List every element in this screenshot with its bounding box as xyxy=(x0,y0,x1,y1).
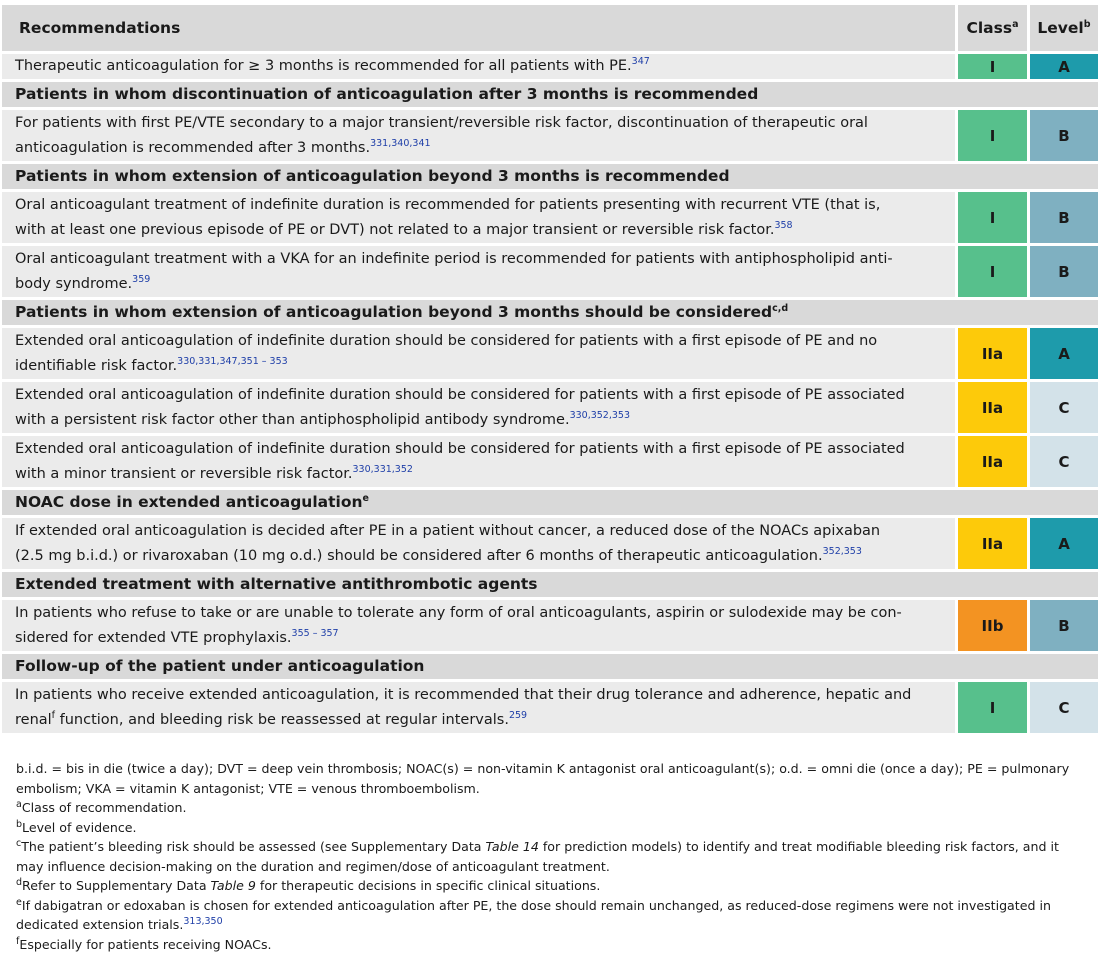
reference: 330,352,353 xyxy=(569,409,630,421)
recommendation-text: Oral anticoagulant treatment of indefinite duration is recommended for patients presenting with recurrent VTE (that is, with at least one previous episode of PE or DVT) not related to a major transient or reversible risk factor.$^{358}$ xyxy=(2,192,955,243)
level-cell: A xyxy=(1027,518,1098,569)
table-row xyxy=(2,328,1098,379)
level-cell: C xyxy=(1027,382,1098,433)
recommendation-text: In patients who refuse to take or are unable to tolerate any form of oral anticoagulants, aspirin or sulodexide may be con- sidered for extended VTE prophylaxis.$^{355 - 357}$ xyxy=(2,600,955,651)
table-row xyxy=(2,518,1098,569)
reference: 359 xyxy=(132,273,151,285)
footnote-a: $^a$Class of recommendation. xyxy=(16,798,187,815)
recommendation-text: Extended oral anticoagulation of indefinite duration should be considered for patients with a first episode of PE associated with a minor transient or reversible risk factor.$^{330,331,352}$ xyxy=(2,436,955,487)
header-class: Class$^a$ xyxy=(955,5,1027,51)
table-row xyxy=(2,192,1098,243)
reference: 347 xyxy=(631,56,650,68)
level-cell: B xyxy=(1027,110,1098,161)
table-row xyxy=(2,54,1098,79)
reference: 330,331,347,351 – 353 xyxy=(177,355,288,367)
recommendations-table xyxy=(2,2,1098,736)
level-cell: B xyxy=(1027,192,1098,243)
class-cell: I xyxy=(955,246,1027,297)
table-row xyxy=(2,110,1098,161)
table-row xyxy=(2,246,1098,297)
level-cell: C xyxy=(1027,682,1098,733)
footnote-d: $^d$Refer to Supplementary Data Table 9 for therapeutic decisions in specific clinical situations. xyxy=(16,876,601,893)
class-cell: IIa xyxy=(955,328,1027,379)
header-row xyxy=(2,5,1098,51)
recommendation-text: In patients who receive extended anticoagulation, it is recommended that their drug tolerance and adherence, hepatic and renal$^f$ function, and bleeding risk be reassessed at regular intervals.$^{259}$ xyxy=(2,682,955,733)
class-cell: I xyxy=(955,54,1027,79)
table-row xyxy=(2,436,1098,487)
level-cell: A xyxy=(1027,54,1098,79)
recommendation-text: For patients with first PE/VTE secondary to a major transient/reversible risk factor, discontinuation of therapeutic oral anticoagulation is recommended after 3 months.$^{331,340,341}$ xyxy=(2,110,955,161)
reference: 330,331,352 xyxy=(352,463,413,475)
header-recommendations: Recommendations xyxy=(2,5,955,51)
footnotes xyxy=(16,759,1086,954)
level-cell: A xyxy=(1027,328,1098,379)
section-header: Follow-up of the patient under anticoagulation xyxy=(2,654,1098,679)
section-header: Patients in whom extension of anticoagulation beyond 3 months should be considered$^{c,d}$ xyxy=(2,300,1098,325)
reference: 331,340,341 xyxy=(370,137,431,149)
reference: 313,350 xyxy=(183,915,223,927)
level-cell: B xyxy=(1027,600,1098,651)
level-cell: C xyxy=(1027,436,1098,487)
recommendation-text: Extended oral anticoagulation of indefinite duration should be considered for patients with a first episode of PE and no identifiable risk factor.$^{330,331,347,351 - 353}$ xyxy=(2,328,955,379)
class-cell: IIa xyxy=(955,436,1027,487)
section-header: Patients in whom extension of anticoagulation beyond 3 months is recommended xyxy=(2,164,1098,189)
header-level: Level$^b$ xyxy=(1027,5,1098,51)
class-cell: IIa xyxy=(955,518,1027,569)
class-cell: I xyxy=(955,682,1027,733)
footnote-f: $^f$Especially for patients receiving NOACs. xyxy=(16,935,272,952)
section-header: NOAC dose in extended anticoagulation$^e$ xyxy=(2,490,1098,515)
recommendation-text: Extended oral anticoagulation of indefinite duration should be considered for patients with a first episode of PE associated with a persistent risk factor other than antiphospholipid antibody syndrome.$^{330,352,353}$ xyxy=(2,382,955,433)
section-header: Extended treatment with alternative antithrombotic agents xyxy=(2,572,1098,597)
recommendation-text: If extended oral anticoagulation is decided after PE in a patient without cancer, a reduced dose of the NOACs apixaban (2.5 mg b.i.d.) or rivaroxaban (10 mg o.d.) should be considered after 6 months of therapeutic anticoagulation.$^{352,353}$ xyxy=(2,518,955,569)
footnote-c: $^c$The patient’s bleeding risk should be assessed (see Supplementary Data Table 14 for prediction models) to identify and treat modifiable bleeding risk factors, and it may influence decision-making on the duration and regimen/dose of anticoagulant treatment. xyxy=(16,837,1059,874)
reference: 358 xyxy=(774,219,793,231)
table-row xyxy=(2,682,1098,733)
section-header: Patients in whom discontinuation of anticoagulation after 3 months is recommended xyxy=(2,82,1098,107)
table-row xyxy=(2,600,1098,651)
recommendation-text: Oral anticoagulant treatment with a VKA for an indefinite period is recommended for patients with antiphospholipid anti- body syndrome.$^{359}$ xyxy=(2,246,955,297)
class-cell: IIa xyxy=(955,382,1027,433)
abbreviations-note: b.i.d. = bis in die (twice a day); DVT = deep vein thrombosis; NOAC(s) = non-vitamin K antagonist oral anticoagulant(s); o.d. = omni die (once a day); PE = pulmonary embolism; VKA = vitamin K antagonist; VTE = venous thromboembolism. xyxy=(16,761,1070,796)
class-cell: I xyxy=(955,192,1027,243)
table-row xyxy=(2,382,1098,433)
reference: 352,353 xyxy=(822,545,862,557)
class-cell: I xyxy=(955,110,1027,161)
class-cell: IIb xyxy=(955,600,1027,651)
footnote-e: $^e$If dabigatran or edoxaban is chosen for extended anticoagulation after PE, the dose should remain unchanged, as reduced-dose regimens were not investigated in dedicated extension trials.$^{313,350}$ xyxy=(16,896,1051,932)
reference: 259 xyxy=(508,709,528,721)
recommendation-text: Therapeutic anticoagulation for ≥ 3 months is recommended for all patients with PE.$^{347}$ xyxy=(2,54,955,79)
reference: 355 – 357 xyxy=(291,627,339,639)
level-cell: B xyxy=(1027,246,1098,297)
footnote-b: $^b$Level of evidence. xyxy=(16,818,137,835)
